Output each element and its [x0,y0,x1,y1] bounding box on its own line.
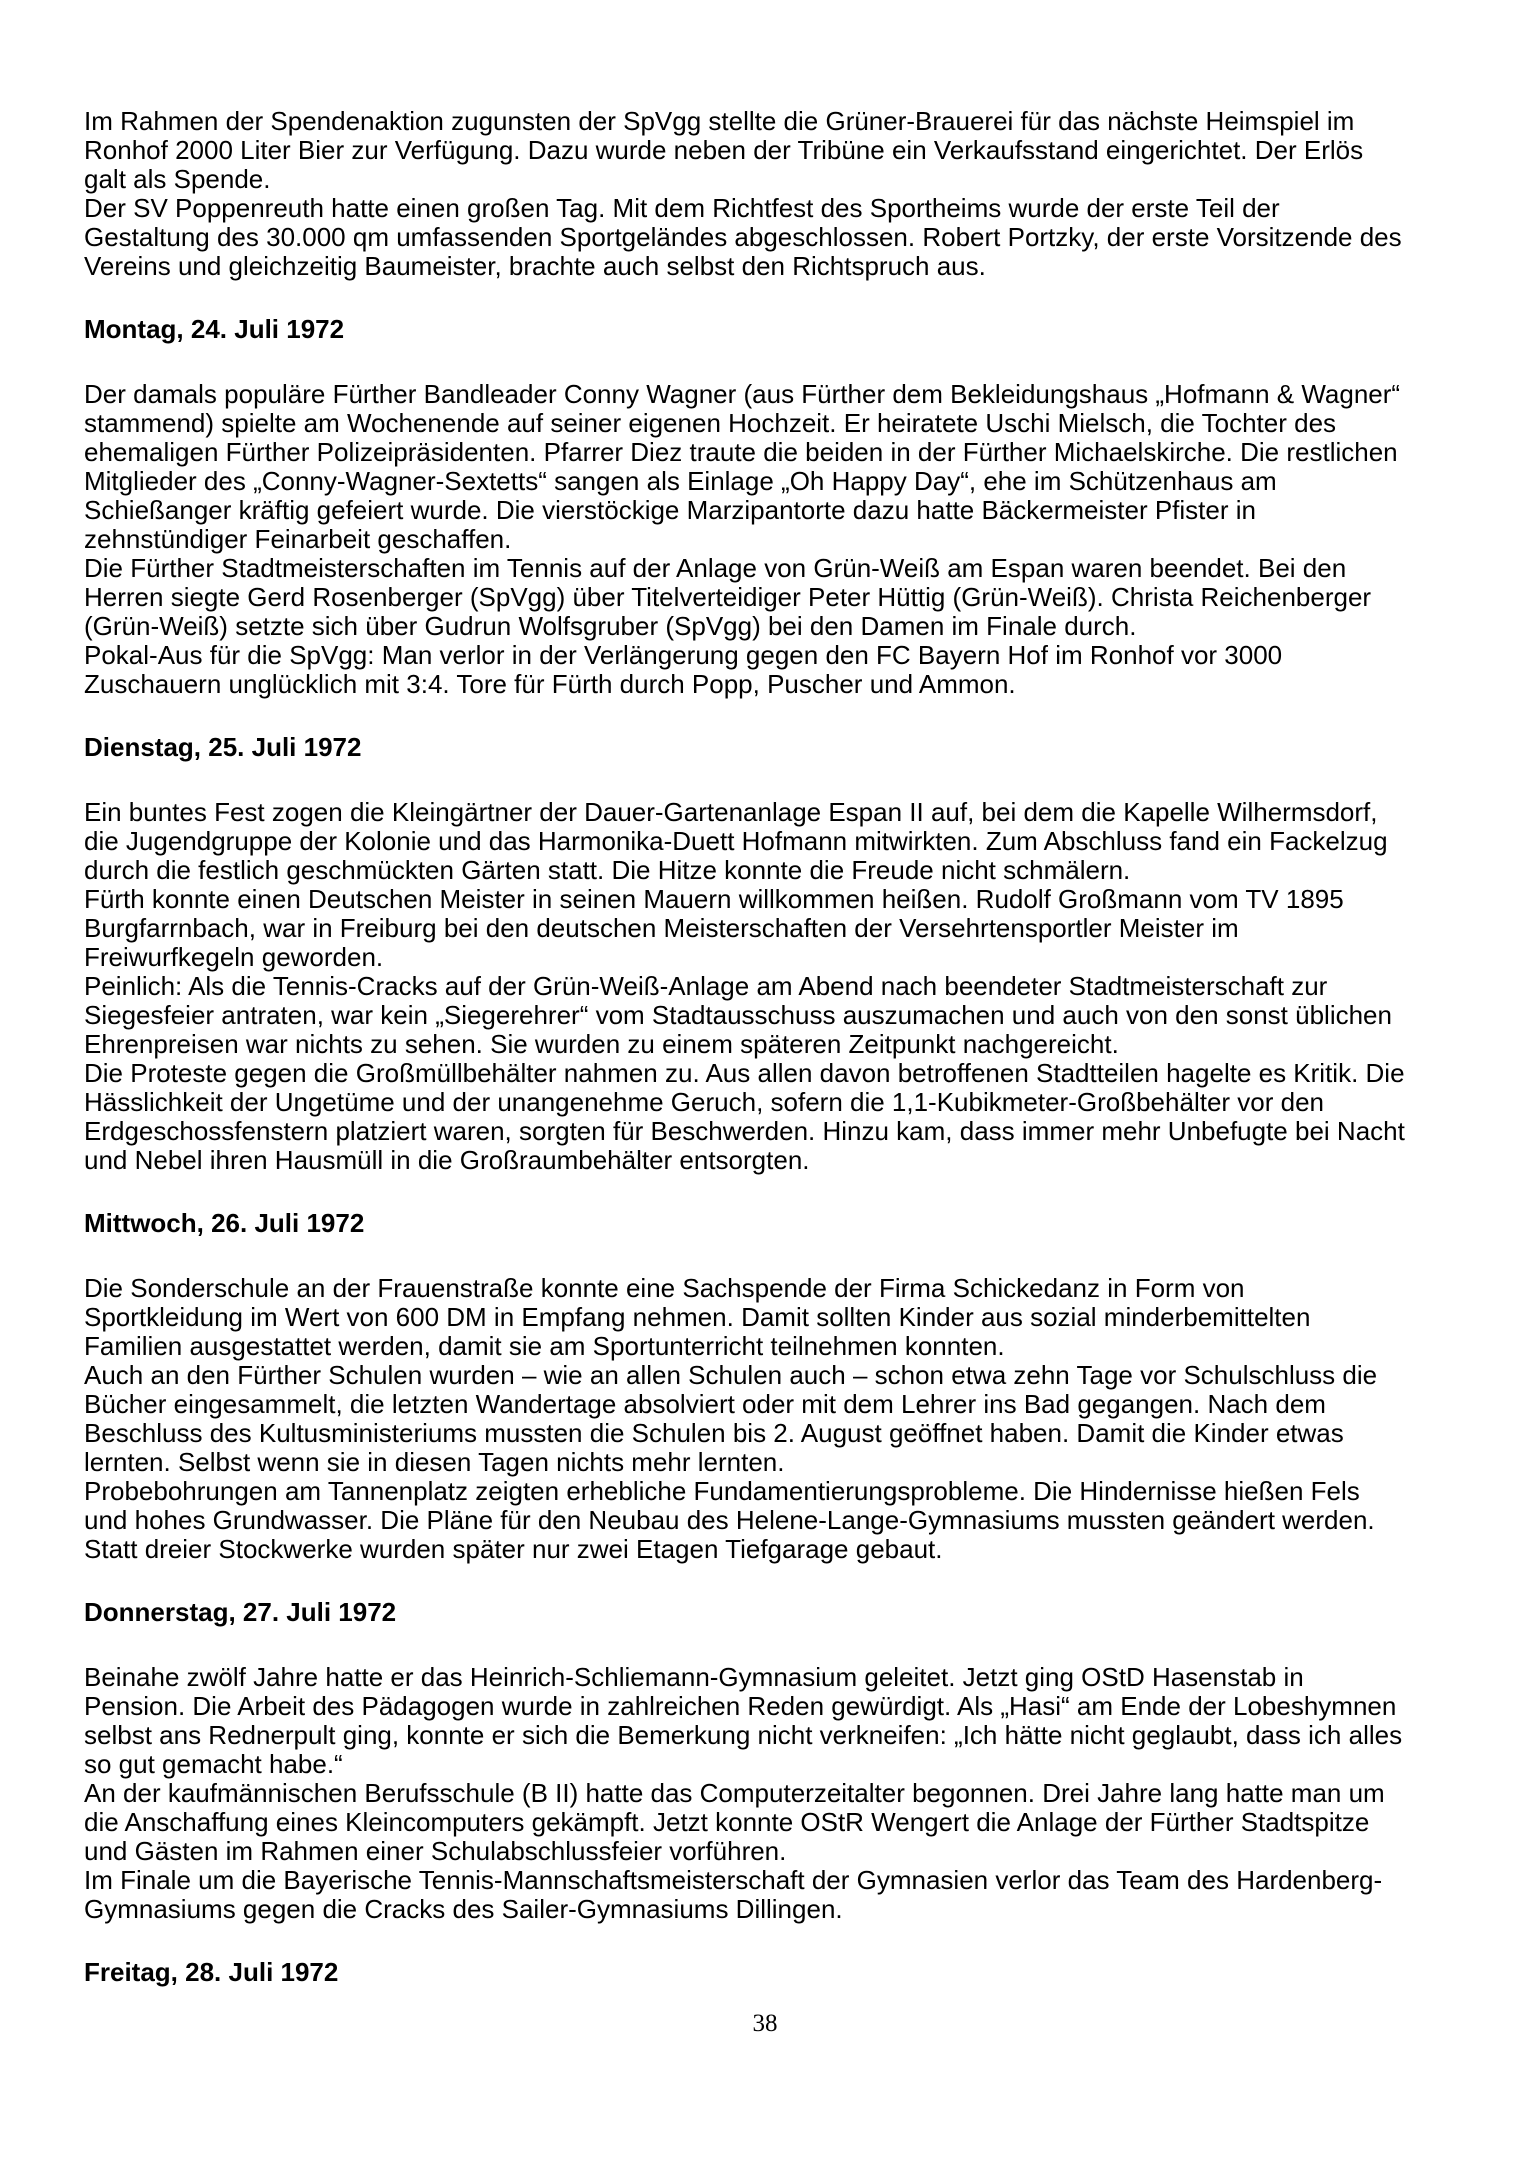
text-line: Gestaltung des 30.000 qm umfassenden Sportgeländes abgeschlossen. Robert Portzky, der erste Vorsitzende des [84,222,1402,252]
text-line: Burgfarrnbach, war in Freiburg bei den deutschen Meisterschaften der Versehrtensportler Meister im [84,913,1239,943]
text-line: zehnstündiger Feinarbeit geschaffen. [84,524,512,554]
text-line: Die Fürther Stadtmeisterschaften im Tennis auf der Anlage von Grün-Weiß am Espan waren beendet. Bei den [84,553,1347,583]
text-line: Beinahe zwölf Jahre hatte er das Heinrich-Schliemann-Gymnasium geleitet. Jetzt ging OStD Hasenstab in [84,1662,1304,1692]
text-line: Erdgeschossfenstern platziert waren, sorgten für Beschwerden. Hinzu kam, dass immer mehr Unbefugte bei Nacht [84,1116,1405,1146]
text-line: stammend) spielte am Wochenende auf seiner eigenen Hochzeit. Er heiratete Uschi Mielsch, die Tochter des [84,408,1337,438]
text-line: und Nebel ihren Hausmüll in die Großraumbehälter entsorgten. [84,1145,810,1175]
text-line: Sportkleidung im Wert von 600 DM in Empfang nehmen. Damit sollten Kinder aus sozial minderbemittelten [84,1302,1311,1332]
page-number: 38 [752,2010,778,2037]
text-line: (Grün-Weiß) setzte sich über Gudrun Wolfsgruber (SpVgg) bei den Damen im Finale durch. [84,611,1137,641]
paragraph [84,1274,1516,1564]
text-line: Probebohrungen am Tannenplatz zeigten erhebliche Fundamentierungsprobleme. Die Hindernisse hießen Fels [84,1476,1360,1506]
text-line: Pension. Die Arbeit des Pädagogen wurde in zahlreichen Reden gewürdigt. Als „Hasi“ am Ende der Lobeshymnen [84,1691,1397,1721]
text-line: so gut gemacht habe.“ [84,1749,343,1779]
text-line: die Jugendgruppe der Kolonie und das Harmonika-Duett Hofmann mitwirkten. Zum Abschluss fand ein Fackelzug [84,826,1388,856]
text-line: und hohes Grundwasser. Die Pläne für den Neubau des Helene-Lange-Gymnasiums mussten geändert werden. [84,1505,1375,1535]
text-line: Pokal-Aus für die SpVgg: Man verlor in der Verlängerung gegen den FC Bayern Hof im Ronhof vor 3000 [84,640,1283,670]
text-line: Zuschauern unglücklich mit 3:4. Tore für Fürth durch Popp, Puscher und Ammon. [84,669,1016,699]
text-line: Freiwurfkegeln geworden. [84,942,384,972]
text-line: Die Sonderschule an der Frauenstraße konnte eine Sachspende der Firma Schickedanz in Form von [84,1273,1245,1303]
text-line: Siegesfeier antraten, war kein „Siegerehrer“ vom Stadtausschuss auszumachen und auch von den sonst üblichen [84,1000,1392,1030]
text-line: Peinlich: Als die Tennis-Cracks auf der Grün-Weiß-Anlage am Abend nach beendeter Stadtmeisterschaft zur [84,971,1328,1001]
text-line: Der SV Poppenreuth hatte einen großen Tag. Mit dem Richtfest des Sportheims wurde der erste Teil der [84,193,1280,223]
paragraph [84,1663,1516,1924]
text-line: Hässlichkeit der Ungetüme und der unangenehme Geruch, sofern die 1,1-Kubikmeter-Großbehälter vor den [84,1087,1325,1117]
text-line: Im Finale um die Bayerische Tennis-Mannschaftsmeisterschaft der Gymnasien verlor das Team des Hardenberg- [84,1865,1383,1895]
text-line: Ehrenpreisen war nichts zu sehen. Sie wurden zu einem späteren Zeitpunkt nachgereicht. [84,1029,1119,1059]
text-line: Bücher eingesammelt, die letzten Wandertage absolviert oder mit dem Lehrer ins Bad gegangen. Nach dem [84,1389,1326,1419]
text-line: Auch an den Fürther Schulen wurden – wie an allen Schulen auch – schon etwa zehn Tage vor Schulschluss die [84,1360,1378,1390]
text-line: Schießanger kräftig gefeiert wurde. Die vierstöckige Marzipantorte dazu hatte Bäckermeister Pfister in [84,495,1256,525]
text-line: und Gästen im Rahmen einer Schulabschlussfeier vorführen. [84,1836,787,1866]
text-line: Beschluss des Kultusministeriums mussten die Schulen bis 2. August geöffnet haben. Damit die Kinder etwas [84,1418,1344,1448]
text-line: selbst ans Rednerpult ging, konnte er sich die Bemerkung nicht verkneifen: „Ich hätte nicht geglaubt, dass ich alles [84,1720,1403,1750]
paragraph [84,380,1516,699]
date-heading: Montag, 24. Juli 1972 [84,314,345,344]
text-line: galt als Spende. [84,164,271,194]
text-line: Familien ausgestattet werden, damit sie am Sportunterricht teilnehmen konnten. [84,1331,1005,1361]
text-line: durch die festlich geschmückten Gärten statt. Die Hitze konnte die Freude nicht schmälern. [84,855,1131,885]
text-line: Ein buntes Fest zogen die Kleingärtner der Dauer-Gartenanlage Espan II auf, bei dem die Kapelle Wilhermsdorf, [84,797,1378,827]
text-line: Im Rahmen der Spendenaktion zugunsten der SpVgg stellte die Grüner-Brauerei für das nächste Heimspiel im [84,106,1355,136]
text-line: Die Proteste gegen die Großmüllbehälter nahmen zu. Aus allen davon betroffenen Stadtteilen hagelte es Kritik. Die [84,1058,1405,1088]
text-line: Gymnasiums gegen die Cracks des Sailer-Gymnasiums Dillingen. [84,1894,843,1924]
text-line: ehemaligen Fürther Polizeipräsidenten. Pfarrer Diez traute die beiden in der Fürther Michaelskirche. Die restlichen [84,437,1398,467]
text-line: An der kaufmännischen Berufsschule (B II) hatte das Computerzeitalter begonnen. Drei Jahre lang hatte man um [84,1778,1385,1808]
text-line: Mitglieder des „Conny-Wagner-Sextetts“ sangen als Einlage „Oh Happy Day“, ehe im Schützenhaus am [84,466,1277,496]
date-heading: Dienstag, 25. Juli 1972 [84,732,362,762]
paragraph [84,798,1516,1175]
document-content [84,0,1516,2023]
text-line: Der damals populäre Fürther Bandleader Conny Wagner (aus Fürther dem Bekleidungshaus „Hofmann & Wagner“ [84,379,1401,409]
paragraph [84,107,1516,281]
text-line: die Anschaffung eines Kleincomputers gekämpft. Jetzt konnte OStR Wengert die Anlage der Fürther Stadtspitze [84,1807,1370,1837]
text-line: Statt dreier Stockwerke wurden später nur zwei Etagen Tiefgarage gebaut. [84,1534,943,1564]
text-line: Fürth konnte einen Deutschen Meister in seinen Mauern willkommen heißen. Rudolf Großmann vom TV 1895 [84,884,1344,914]
text-line: Vereins und gleichzeitig Baumeister, brachte auch selbst den Richtspruch aus. [84,251,986,281]
text-line: lernten. Selbst wenn sie in diesen Tagen nichts mehr lernten. [84,1447,785,1477]
date-heading: Mittwoch, 26. Juli 1972 [84,1208,365,1238]
text-line: Herren siegte Gerd Rosenberger (SpVgg) über Titelverteidiger Peter Hüttig (Grün-Weiß). Christa Reichenberger [84,582,1372,612]
text-line: Ronhof 2000 Liter Bier zur Verfügung. Dazu wurde neben der Tribüne ein Verkaufsstand eingerichtet. Der Erlös [84,135,1364,165]
date-heading: Freitag, 28. Juli 1972 [84,1957,339,1987]
date-heading: Donnerstag, 27. Juli 1972 [84,1597,397,1627]
